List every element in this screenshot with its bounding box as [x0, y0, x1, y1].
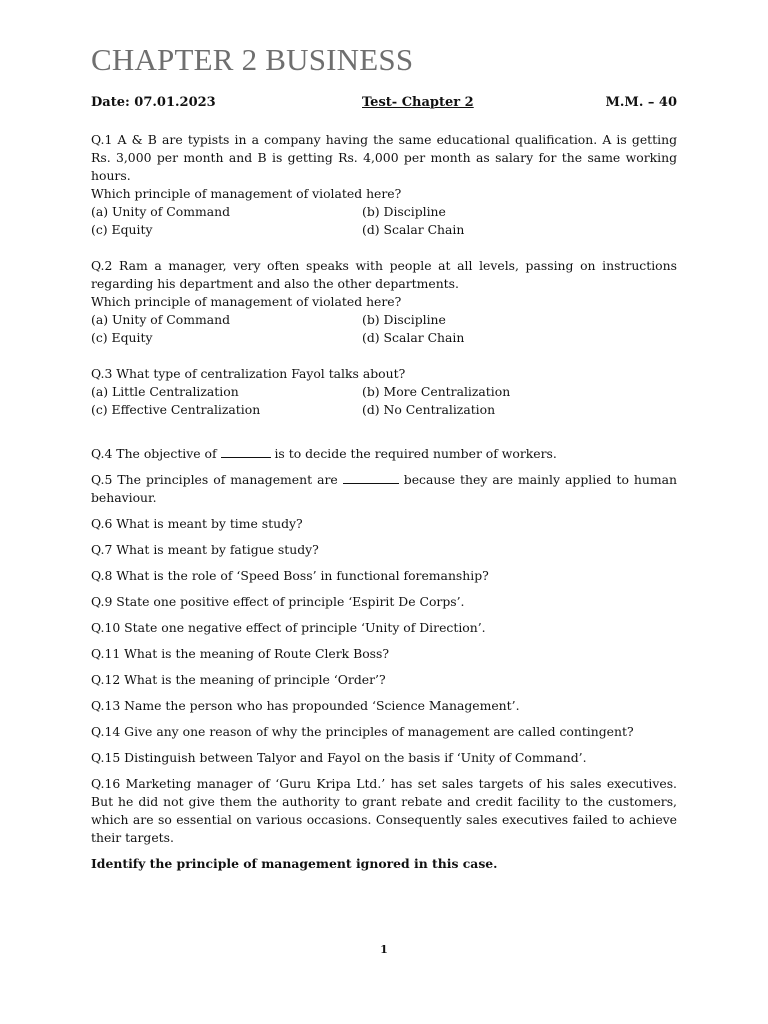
worksheet-page [91, 40, 677, 873]
question-5-pre: Q.5 The principles of management are [91, 472, 343, 487]
options [91, 311, 677, 347]
question-text: Q.1 A & B are typists in a company having the same educational qualification. A is getting Rs. 3,000 per month and B is getting Rs. 4,000 per month as salary for the same working hours. [91, 132, 677, 183]
option-a: (a) Unity of Command [91, 312, 231, 327]
question-10: Q.10 State one negative effect of principle ‘Unity of Direction’. [91, 620, 486, 635]
page-title: CHAPTER 2 BUSINESS [91, 42, 414, 77]
option-a: (a) Unity of Command [91, 204, 231, 219]
question-8: Q.8 What is the role of ‘Speed Boss’ in functional foremanship? [91, 568, 489, 583]
question-15: Q.15 Distinguish between Talyor and Fayol on the basis if ‘Unity of Command’. [91, 750, 587, 765]
question-1 [91, 131, 677, 239]
page-number: 1 [380, 943, 388, 956]
option-c: (c) Equity [91, 330, 153, 345]
option-c: (c) Effective Centralization [91, 402, 261, 417]
fill-in-blank [221, 445, 271, 458]
option-b: (b) Discipline [362, 312, 446, 327]
question-text: Q.16 Marketing manager of ‘Guru Kripa Ltd.’ has set sales targets of his sales executives. But he did not give them the authority to grant rebate and credit facility to the customers, which are so essential on various occasions. Consequently sales executives failed to achieve their targets. [91, 776, 677, 845]
question-5-post: because they are mainly applied to human behaviour. [91, 472, 677, 505]
options [91, 383, 677, 419]
option-d: (d) Scalar Chain [362, 222, 465, 237]
question-6: Q.6 What is meant by time study? [91, 516, 303, 531]
test-header [91, 95, 677, 115]
max-marks: M.M. – 40 [605, 95, 677, 110]
option-b: (b) Discipline [362, 204, 446, 219]
question-3 [91, 365, 677, 419]
question-14: Q.14 Give any one reason of why the principles of management are called contingent? [91, 724, 634, 739]
question-16 [91, 775, 677, 873]
fill-in-blank [343, 471, 399, 484]
question-text: Q.3 What type of centralization Fayol talks about? [91, 366, 406, 381]
question-4-pre: Q.4 The objective of [91, 446, 221, 461]
question-13: Q.13 Name the person who has propounded ‘Science Management’. [91, 698, 520, 713]
question-prompt: Which principle of management of violated here? [91, 294, 402, 309]
option-b: (b) More Centralization [362, 384, 511, 399]
question-5 [91, 471, 677, 507]
option-a: (a) Little Centralization [91, 384, 239, 399]
option-d: (d) No Centralization [362, 402, 496, 417]
question-4-post: is to decide the required number of workers. [270, 446, 557, 461]
question-4 [91, 445, 677, 463]
question-prompt: Identify the principle of management ignored in this case. [91, 856, 498, 871]
question-12: Q.12 What is the meaning of principle ‘Order’? [91, 672, 386, 687]
question-text: Q.2 Ram a manager, very often speaks with people at all levels, passing on instructions regarding his department and also the other departments. [91, 258, 677, 291]
question-9: Q.9 State one positive effect of principle ‘Espirit De Corps’. [91, 594, 465, 609]
question-prompt: Which principle of management of violated here? [91, 186, 402, 201]
option-c: (c) Equity [91, 222, 153, 237]
question-7: Q.7 What is meant by fatigue study? [91, 542, 319, 557]
question-11: Q.11 What is the meaning of Route Clerk Boss? [91, 646, 390, 661]
question-2 [91, 257, 677, 347]
option-d: (d) Scalar Chain [362, 330, 465, 345]
options [91, 203, 677, 239]
test-date: Date: 07.01.2023 [91, 95, 216, 110]
test-name: Test- Chapter 2 [362, 95, 474, 110]
